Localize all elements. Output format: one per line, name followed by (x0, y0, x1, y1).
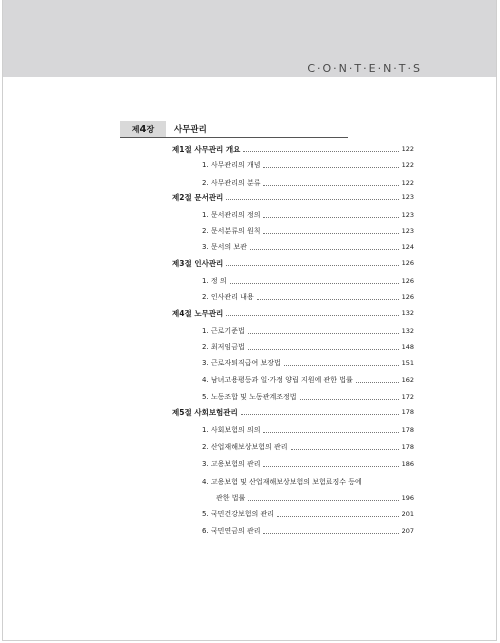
toc-page-number: 151 (401, 359, 414, 367)
toc-leader-dots (241, 414, 399, 415)
toc-leader-dots (230, 283, 399, 284)
chapter-rule (120, 137, 348, 138)
toc-leader-dots (263, 432, 398, 433)
toc-leader-dots (263, 185, 398, 186)
toc-leader-dots (250, 249, 399, 250)
toc-entry-label: 4. 고용보험 및 산업재해보상보험의 보험료징수 등에 (202, 478, 362, 486)
chapter-number-prefix: 제 (131, 124, 140, 134)
toc-entry-label: 4. 남녀고용평등과 일·가정 양립 지원에 관한 법률 (202, 376, 353, 384)
toc-entry-label: 3. 고용보험의 관리 (202, 460, 261, 468)
toc-leader-dots (226, 265, 398, 266)
toc-entry-label: 6. 국민연금의 관리 (202, 527, 261, 535)
toc-entry-label: 2. 사무관리의 분류 (202, 179, 261, 187)
toc-entry-label: 제4절 노무관리 (172, 308, 224, 318)
toc-page-number: 186 (401, 460, 414, 468)
toc-entry-label: 1. 근로기준법 (202, 327, 245, 335)
toc-entry[interactable] (202, 441, 414, 453)
toc-leader-dots (263, 533, 398, 534)
toc-page-number: 126 (401, 277, 414, 285)
toc-section-entry[interactable] (172, 406, 414, 418)
toc-entry-label: 2. 문서분류의 원칙 (202, 227, 261, 235)
toc-entry-label: 2. 인사관리 내용 (202, 293, 254, 301)
toc-leader-dots (277, 516, 399, 517)
chapter-title: 사무관리 (174, 125, 207, 135)
toc-entry[interactable] (202, 525, 414, 537)
toc-page-number: 132 (401, 327, 414, 335)
toc-entry-label: 1. 사무관리의 개념 (202, 161, 261, 169)
toc-entry[interactable] (202, 209, 414, 221)
toc-entry-label: 2. 최저임금법 (202, 343, 245, 351)
toc-section-entry[interactable] (172, 143, 414, 155)
toc-entry-label: 2. 산업재해보상보험의 관리 (202, 443, 288, 451)
toc-page-number: 124 (401, 243, 414, 251)
toc-entry-label: 제5절 사회보험관리 (172, 407, 238, 417)
toc-leader-dots (300, 399, 399, 400)
toc-entry[interactable] (202, 177, 414, 189)
toc-page-number: 207 (401, 527, 414, 535)
toc-entry[interactable] (202, 341, 414, 353)
toc-entry[interactable] (202, 325, 414, 337)
toc-entry[interactable] (202, 275, 414, 287)
toc-entry[interactable] (202, 241, 414, 253)
toc-entry[interactable] (202, 391, 414, 403)
toc-entry[interactable] (202, 357, 414, 369)
toc-entry[interactable] (216, 492, 414, 504)
toc-entry[interactable] (202, 159, 414, 171)
toc-page-number: 126 (401, 259, 414, 267)
toc-leader-dots (291, 449, 399, 450)
toc-entry-label: 3. 문서의 보관 (202, 243, 247, 251)
toc-entry-label: 제1절 사무관리 개요 (172, 144, 241, 154)
toc-leader-dots (248, 500, 398, 501)
toc-entry-label: 관한 법률 (216, 494, 246, 502)
toc-entry-label: 3. 근로자퇴직급여 보장법 (202, 359, 281, 367)
toc-entry[interactable] (202, 225, 414, 237)
toc-page-number: 123 (401, 193, 414, 201)
toc-page-number: 122 (401, 179, 414, 187)
chapter-number (120, 121, 166, 137)
toc-entry-label: 1. 정 의 (202, 277, 227, 285)
toc-leader-dots (248, 333, 399, 334)
toc-leader-dots (248, 349, 399, 350)
toc-entry[interactable] (202, 508, 414, 520)
toc-page-number: 123 (401, 227, 414, 235)
toc-leader-dots (257, 299, 399, 300)
toc-page-number: 162 (401, 376, 414, 384)
toc-leader-dots (356, 382, 399, 383)
toc-page-number: 178 (401, 443, 414, 451)
toc-entry[interactable] (202, 476, 414, 488)
toc-entry[interactable] (202, 458, 414, 470)
toc-leader-dots (243, 151, 398, 152)
toc-page-number: 122 (401, 161, 414, 169)
toc-entry-label: 1. 사회보험의 의의 (202, 426, 261, 434)
toc-leader-dots (263, 167, 398, 168)
toc-entry[interactable] (202, 424, 414, 436)
page-frame (2, 0, 497, 641)
toc-page-number: 178 (401, 426, 414, 434)
toc-leader-dots (263, 217, 398, 218)
toc-page-number: 196 (401, 494, 414, 502)
toc-page-number: 201 (401, 510, 414, 518)
toc-page-number: 178 (401, 408, 414, 416)
toc-page-number: 148 (401, 343, 414, 351)
toc-entry[interactable] (202, 374, 414, 386)
toc-leader-dots (226, 315, 398, 316)
chapter-number-suffix: 장 (146, 124, 155, 134)
chapter-heading (120, 121, 348, 137)
chapter-number-value: 4 (139, 123, 147, 135)
toc-page-number: 122 (401, 145, 414, 153)
toc-entry[interactable] (202, 291, 414, 303)
toc-entry-label: 5. 국민건강보험의 관리 (202, 510, 274, 518)
toc-entry-label: 5. 노동조합 및 노동관계조정법 (202, 393, 297, 401)
toc-leader-dots (284, 365, 399, 366)
contents-title: C·O·N·T·E·N·T·S (307, 62, 422, 75)
toc-section-entry[interactable] (172, 191, 414, 203)
toc-page-number: 126 (401, 293, 414, 301)
toc-entry-label: 제3절 인사관리 (172, 258, 224, 268)
toc-entry-label: 1. 문서관리의 정의 (202, 211, 261, 219)
toc-page-number: 123 (401, 211, 414, 219)
toc-leader-dots (226, 199, 398, 200)
toc-page-number: 132 (401, 309, 414, 317)
toc-entry-label: 제2절 문서관리 (172, 192, 224, 202)
toc-leader-dots (263, 466, 398, 467)
toc-page-number: 172 (401, 393, 414, 401)
toc-section-entry[interactable] (172, 257, 414, 269)
toc-leader-dots (263, 233, 398, 234)
toc-section-entry[interactable] (172, 307, 414, 319)
